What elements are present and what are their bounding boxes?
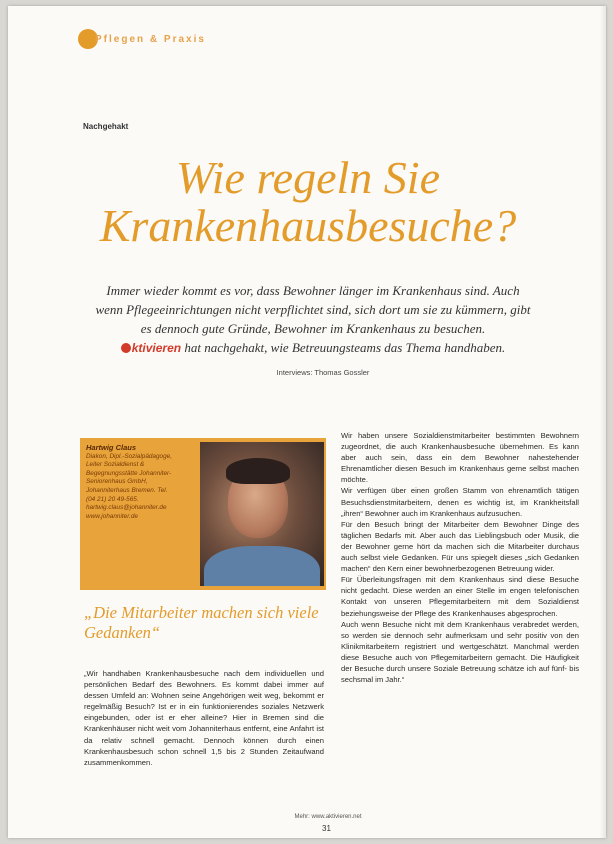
interview-credit: Interviews: Thomas Gossler (276, 368, 370, 377)
interviewee-details: Diakon, Dipl.-Sozialpädagoge, Leiter Sozialdienst & Begegnungsstätte Johanniter-Seniorenhaus GmbH, Johanniterhaus Bremen. Tel. (04 21) 20 49-565. hartwig.claus@johanniter.de www.johanniter.de (86, 452, 172, 520)
photo-shirt (204, 546, 320, 586)
page-number: 31 (322, 824, 331, 833)
brand-logo-icon (121, 343, 131, 353)
section-rubric (78, 28, 206, 50)
headline (48, 154, 568, 250)
brand-name: ktivieren (131, 341, 182, 355)
footer-url: Mehr: www.aktivieren.net (294, 814, 362, 820)
headline-line-2: Krankenhausbesuche? (99, 200, 517, 251)
page-edge (600, 6, 606, 838)
pull-quote: „Die Mitarbeiter machen sich viele Gedanken“ (84, 603, 319, 642)
right-column-paragraph-3: Für den Besuch bringt der Mitarbeiter dem Bewohner Dinge des täglichen Bedarfs mit. Aber auch das Lieblingsbuch oder Musik, die der Bewohner gerne hört da machen sich die Mitarbeiter durchaus auch selbst viele Gedanken. Für uns spiegelt dieses „sich Gedanken machen“ den Kern einer bewohnerbezogenen Betreuung wider. (341, 519, 579, 574)
right-column (341, 430, 579, 685)
photo-hair (226, 458, 290, 484)
interviewee-name: Hartwig Claus (86, 443, 137, 452)
interviewee-infobox (80, 438, 326, 590)
rubric-label: Pflegen & Praxis (95, 33, 206, 45)
left-column-paragraph: „Wir handhaben Krankenhausbesuche nach dem individuellen und persönlichen Bedarf des Bewohners. Es kommt dabei immer auf dessen Umfeld an: Wohnen seine Angehörigen weit weg, bekommt er regelmäßig Besuch? Ist er in ein funktionierendes soziales Netzwerk eingebunden, oder ist er eher alleine? Hier in Bremen sind die Krankenhäuser nicht weit vom Johanniterhaus entfernt, eine Anfahrt ist da relativ schnell gemacht. Dennoch können durch einen Krankenhausbesuch schon schnell 1,5 bis 2 Stunden Zeitaufwand zusammenkommen. (84, 669, 324, 767)
right-column-paragraph-1: Wir haben unsere Sozialdienstmitarbeiter bestimmten Bewohnern zugeordnet, die auch Krankenhausbesuche übernehmen. Es kann aber auch sein, dass ein dem Bewohner nahestehender Ehrenamtlicher diesen Besuch im Krankenhaus gerne selbst machen möchte. (341, 431, 579, 485)
right-column-paragraph-5: Auch wenn Besuche nicht mit dem Krankenhaus verabredet werden, so werden sie dennoch sehr aufmerksam und sehr positiv von den Klinikmitarbeitern registriert und wertgeschätzt. Manchmal werden diese Besuche auch von Pflegemitarbeitern gemacht. Die Häufigkeit der Besuche durch unsere Soziale Betreuung schätze ich auf fünf- bis sechsmal im Jahr.“ (341, 619, 579, 685)
headline-line-1: Wie regeln Sie (176, 152, 440, 203)
right-column-paragraph-4: Für Überleitungsfragen mit dem Krankenhaus sind diese Besuche nicht gedacht. Diese werden an einer Stelle im engen telefonischen Kontakt von unseren Pflegemitarbeitern mit dem Sozialdienst beziehungsweise der Pflege des Krankenhauses abgesprochen. (341, 575, 579, 618)
left-column (84, 668, 324, 768)
magazine-page (8, 6, 606, 838)
lead-text-after: hat nachgehakt, wie Betreuungsteams das Thema handhaben. (184, 340, 506, 355)
lead-text-before: Immer wieder kommt es vor, dass Bewohner länger im Krankenhaus sind. Auch wenn Pflegeeinrichtungen nicht verpflichtet sind, sich dort um sie zu kümmern, gibt es dennoch gute Gründe, Bewohner im Krankenhaus zu besuchen. (95, 283, 531, 336)
lead-paragraph (93, 281, 533, 358)
interviewee-photo (200, 442, 324, 586)
right-column-paragraph-2: Wir verfügen über einen großen Stamm von ehrenamtlich tätigen Besuchsdienstmitarbeitern, denen es wichtig ist, im Krankheitsfall „ihren“ Bewohner auch im Krankenhaus aufzusuchen. (341, 486, 579, 518)
kicker: Nachgehakt (83, 122, 129, 131)
interviewee-info (86, 444, 174, 521)
